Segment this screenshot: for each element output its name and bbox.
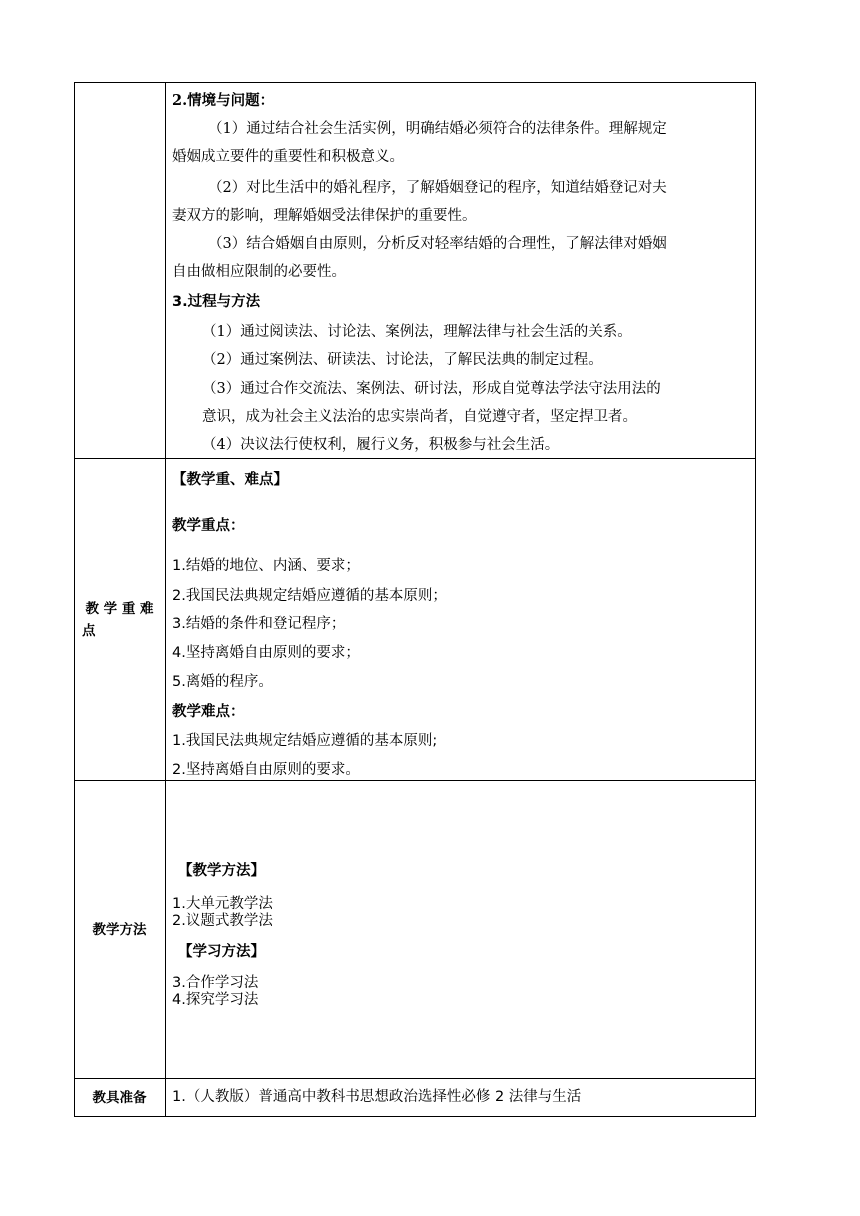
teaching-methods-title: 【教学方法】	[178, 863, 265, 879]
label-line: 教 学 重 难	[85, 601, 154, 617]
key-point-item: 5.离婚的程序。	[172, 674, 273, 690]
materials-item: 1.（人教版）普通高中教科书思想政治选择性必修 2 法律与生活	[172, 1089, 582, 1105]
key-point-item: 4.坚持离婚自由原则的要求；	[172, 645, 360, 661]
method-item: （3）通过合作交流法、案例法、研讨法，形成自觉尊法学法守法用法的	[202, 381, 661, 397]
key-point-item: 2.我国民法典规定结婚应遵循的基本原则；	[172, 588, 447, 604]
paragraph-line: （1）通过结合社会生活实例，明确结婚必须符合的法律条件。理解规定	[208, 121, 667, 137]
method-item: （2）通过案例法、研读法、讨论法，了解民法典的制定过程。	[202, 352, 603, 368]
difficult-points-title: 教学难点：	[172, 704, 245, 720]
difficult-point-item: 2.坚持离婚自由原则的要求。	[172, 762, 360, 778]
method-item: 1.大单元教学法	[172, 896, 273, 912]
key-points-title: 教学重点：	[172, 518, 245, 534]
learning-methods-title: 【学习方法】	[178, 944, 265, 960]
paragraph-line: 婚姻成立要件的重要性和积极意义。	[172, 149, 404, 165]
method-item: 意识，成为社会主义法治的忠实崇尚者，自觉遵守者，坚定捍卫者。	[202, 409, 637, 425]
row-divider	[74, 458, 756, 459]
row-label-methods: 教学方法	[92, 922, 147, 938]
row-divider	[74, 1078, 756, 1079]
row-label-materials: 教具准备	[92, 1090, 147, 1106]
section-heading: 3.过程与方法	[172, 294, 261, 310]
row-label-key-points	[74, 598, 165, 642]
column-divider	[165, 82, 166, 1117]
method-item: （1）通过阅读法、讨论法、案例法，理解法律与社会生活的关系。	[202, 324, 632, 340]
paragraph-line: 妻双方的影响，理解婚姻受法律保护的重要性。	[172, 208, 477, 224]
section-heading: 2.情境与问题：	[172, 92, 275, 109]
method-item: 2.议题式教学法	[172, 913, 273, 929]
paragraph-line: （3）结合婚姻自由原则，分析反对轻率结婚的合理性，了解法律对婚姻	[208, 236, 667, 252]
paragraph-line: （2）对比生活中的婚礼程序，了解婚姻登记的程序，知道结婚登记对夫	[208, 180, 667, 196]
method-item: （4）决议法行使权利，履行义务，积极参与社会生活。	[202, 437, 560, 453]
method-item: 3.合作学习法	[172, 975, 259, 991]
label-line: 点	[82, 623, 96, 639]
bracket-title: 【教学重、难点】	[172, 472, 288, 488]
difficult-point-item: 1.我国民法典规定结婚应遵循的基本原则;	[172, 733, 438, 749]
key-point-item: 3.结婚的条件和登记程序；	[172, 616, 346, 632]
method-item: 4.探究学习法	[172, 992, 259, 1008]
key-point-item: 1.结婚的地位、内涵、要求；	[172, 558, 360, 574]
row-divider	[74, 780, 756, 781]
paragraph-line: 自由做相应限制的必要性。	[172, 264, 346, 280]
